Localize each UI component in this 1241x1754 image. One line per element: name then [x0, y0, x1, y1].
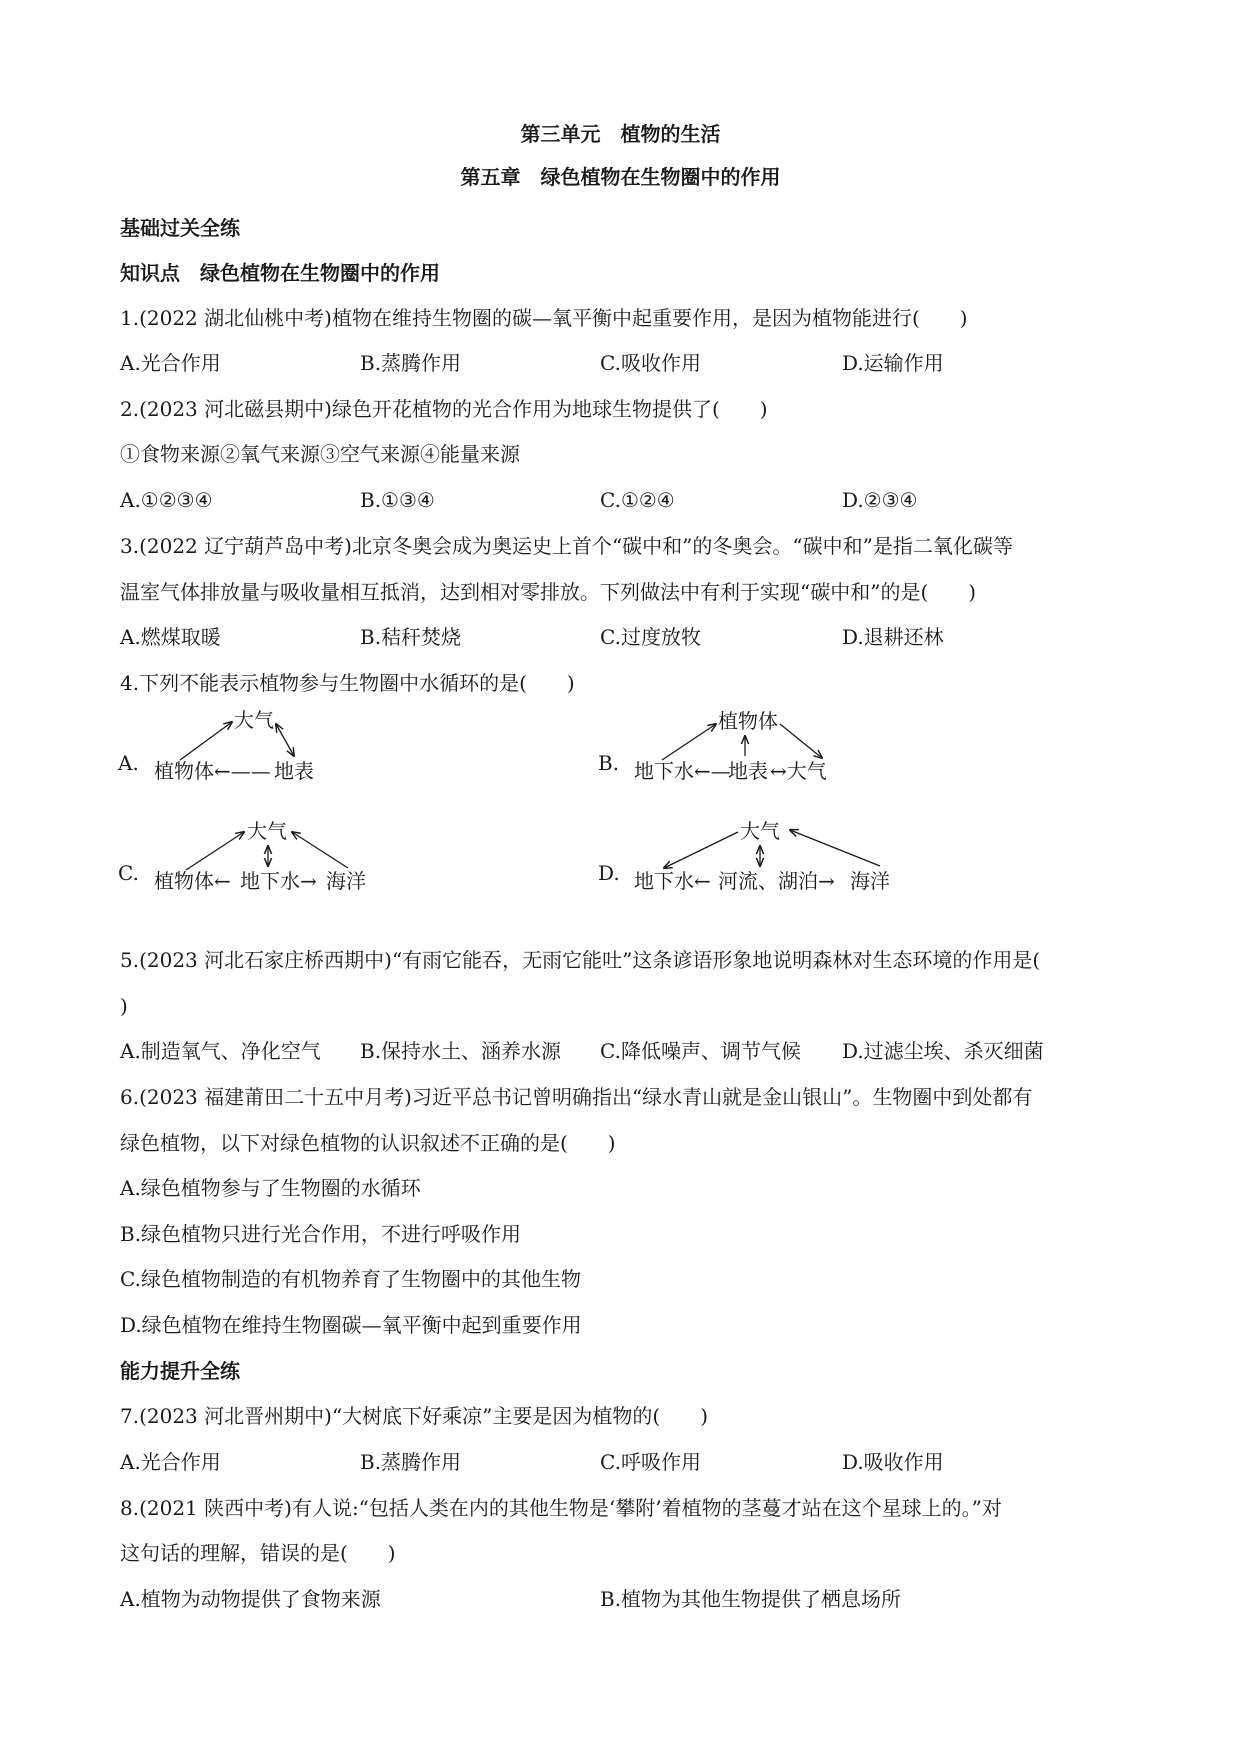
q5-option-d: D.过滤尘埃、杀灭细菌	[842, 1039, 1044, 1063]
q7-option-d: D.吸收作用	[842, 1450, 944, 1474]
q4-a-letter: A.	[118, 751, 139, 775]
q4-b-mid: 地表	[728, 759, 768, 783]
q5-option-a: A.制造氧气、净化空气	[120, 1039, 321, 1063]
q4-c-arrow-plant-air	[186, 832, 244, 870]
q1-option-a: A.光合作用	[120, 351, 221, 375]
q6-line1: 6.(2023 福建莆田二十五中月考)习近平总书记曾明确指出“绿水青山就是金山银山”。生物圈中到处都有	[120, 1085, 1033, 1109]
q7-stem: 7.(2023 河北晋州期中)“大树底下好乘凉”主要是因为植物的( )	[120, 1404, 708, 1428]
q8-line2: 这句话的理解，错误的是( )	[120, 1541, 396, 1565]
q5-option-b: B.保持水土、涵养水源	[360, 1039, 562, 1063]
q4-d-mid: 河流、湖泊→	[718, 869, 835, 893]
q5-line2: )	[120, 994, 128, 1018]
q4-c-right: 海洋	[326, 869, 366, 893]
q4-c-letter: C.	[118, 861, 139, 885]
unit-title: 第三单元 植物的生活	[520, 122, 721, 146]
q4-d-left: 地下水←	[634, 869, 711, 893]
chapter-title: 第五章 绿色植物在生物圈中的作用	[460, 165, 781, 189]
q4-c-left: 植物体←	[154, 869, 231, 893]
q4-a-right: 地表	[274, 759, 314, 783]
q4-d-right: 海洋	[850, 869, 890, 893]
q4-stem: 4.下列不能表示植物参与生物圈中水循环的是( )	[120, 671, 575, 695]
q1-option-b: B.蒸腾作用	[360, 351, 462, 375]
q4-d-letter: D.	[598, 861, 620, 885]
q4-d-top: 大气	[740, 819, 780, 843]
section-advanced: 能力提升全练	[120, 1359, 240, 1383]
q3-option-b: B.秸秆焚烧	[360, 625, 462, 649]
q3-option-c: C.过度放牧	[600, 625, 701, 649]
q2-option-a: A.①②③④	[120, 488, 213, 512]
q3-line2: 温室气体排放量与吸收量相互抵消，达到相对零排放。下列做法中有利于实现“碳中和”的是( )	[120, 580, 977, 604]
q4-a-top: 大气	[234, 708, 274, 732]
q8-option-b: B.植物为其他生物提供了栖息场所	[600, 1587, 902, 1611]
q1-option-c: C.吸收作用	[600, 351, 701, 375]
q8-option-a: A.植物为动物提供了食物来源	[120, 1587, 381, 1611]
q2-option-c: C.①②④	[600, 488, 675, 512]
q8-line1: 8.(2021 陕西中考)有人说:“包括人类在内的其他生物是‘攀附’着植物的茎蔓才站在这个星球上的。”对	[120, 1496, 1002, 1520]
q2-option-d: D.②③④	[842, 488, 918, 512]
q7-option-a: A.光合作用	[120, 1450, 221, 1474]
q4-a-arrow-air-ground	[276, 724, 294, 756]
q4-b-right: ↔大气	[770, 759, 827, 783]
q3-line1: 3.(2022 辽宁葫芦岛中考)北京冬奥会成为奥运史上首个“碳中和”的冬奥会。“碳中和”是指二氧化碳等	[120, 534, 1013, 558]
q4-c-mid: 地下水→	[240, 869, 317, 893]
q2-sub: ①食物来源②氧气来源③空气来源④能量来源	[120, 442, 520, 466]
q4-b-top: 植物体	[718, 709, 778, 733]
q4-b-arrow-plant-air	[780, 724, 822, 758]
q4-a-arrow-plant-air	[180, 722, 232, 760]
q6-option-b: B.绿色植物只进行光合作用，不进行呼吸作用	[120, 1222, 522, 1246]
q4-b-arrow-groundwater-plant	[662, 724, 716, 760]
q2-option-b: B.①③④	[360, 488, 435, 512]
q4-a-left: 植物体←——	[154, 759, 271, 783]
section-knowledge: 知识点 绿色植物在生物圈中的作用	[120, 261, 440, 285]
q5-line1: 5.(2023 河北石家庄桥西期中)“有雨它能吞，无雨它能吐”这条谚语形象地说明森林对生态环境的作用是(	[120, 948, 1041, 972]
q5-option-c: C.降低噪声、调节气候	[600, 1039, 801, 1063]
q4-c-arrow-ocean-air	[292, 832, 348, 868]
q7-option-b: B.蒸腾作用	[360, 1450, 462, 1474]
q4-d-arrow-air-groundwater	[664, 832, 738, 868]
section-basic: 基础过关全练	[120, 216, 240, 240]
q1-stem: 1.(2022 湖北仙桃中考)植物在维持生物圈的碳—氧平衡中起重要作用，是因为植物能进行( )	[120, 306, 968, 330]
q6-option-a: A.绿色植物参与了生物圈的水循环	[120, 1176, 421, 1200]
q4-d-arrow-ocean-air	[790, 830, 880, 866]
q4-b-letter: B.	[598, 751, 620, 775]
q7-option-c: C.呼吸作用	[600, 1450, 701, 1474]
q1-option-d: D.运输作用	[842, 351, 944, 375]
q3-option-d: D.退耕还林	[842, 625, 944, 649]
q3-option-a: A.燃煤取暖	[120, 625, 221, 649]
q4-b-left: 地下水←—	[634, 759, 731, 783]
q4-c-top: 大气	[247, 819, 287, 843]
q6-option-c: C.绿色植物制造的有机物养育了生物圈中的其他生物	[120, 1267, 581, 1291]
q6-option-d: D.绿色植物在维持生物圈碳—氧平衡中起到重要作用	[120, 1313, 582, 1337]
q2-stem: 2.(2023 河北磁县期中)绿色开花植物的光合作用为地球生物提供了( )	[120, 397, 768, 421]
q6-line2: 绿色植物，以下对绿色植物的认识叙述不正确的是( )	[120, 1131, 616, 1155]
